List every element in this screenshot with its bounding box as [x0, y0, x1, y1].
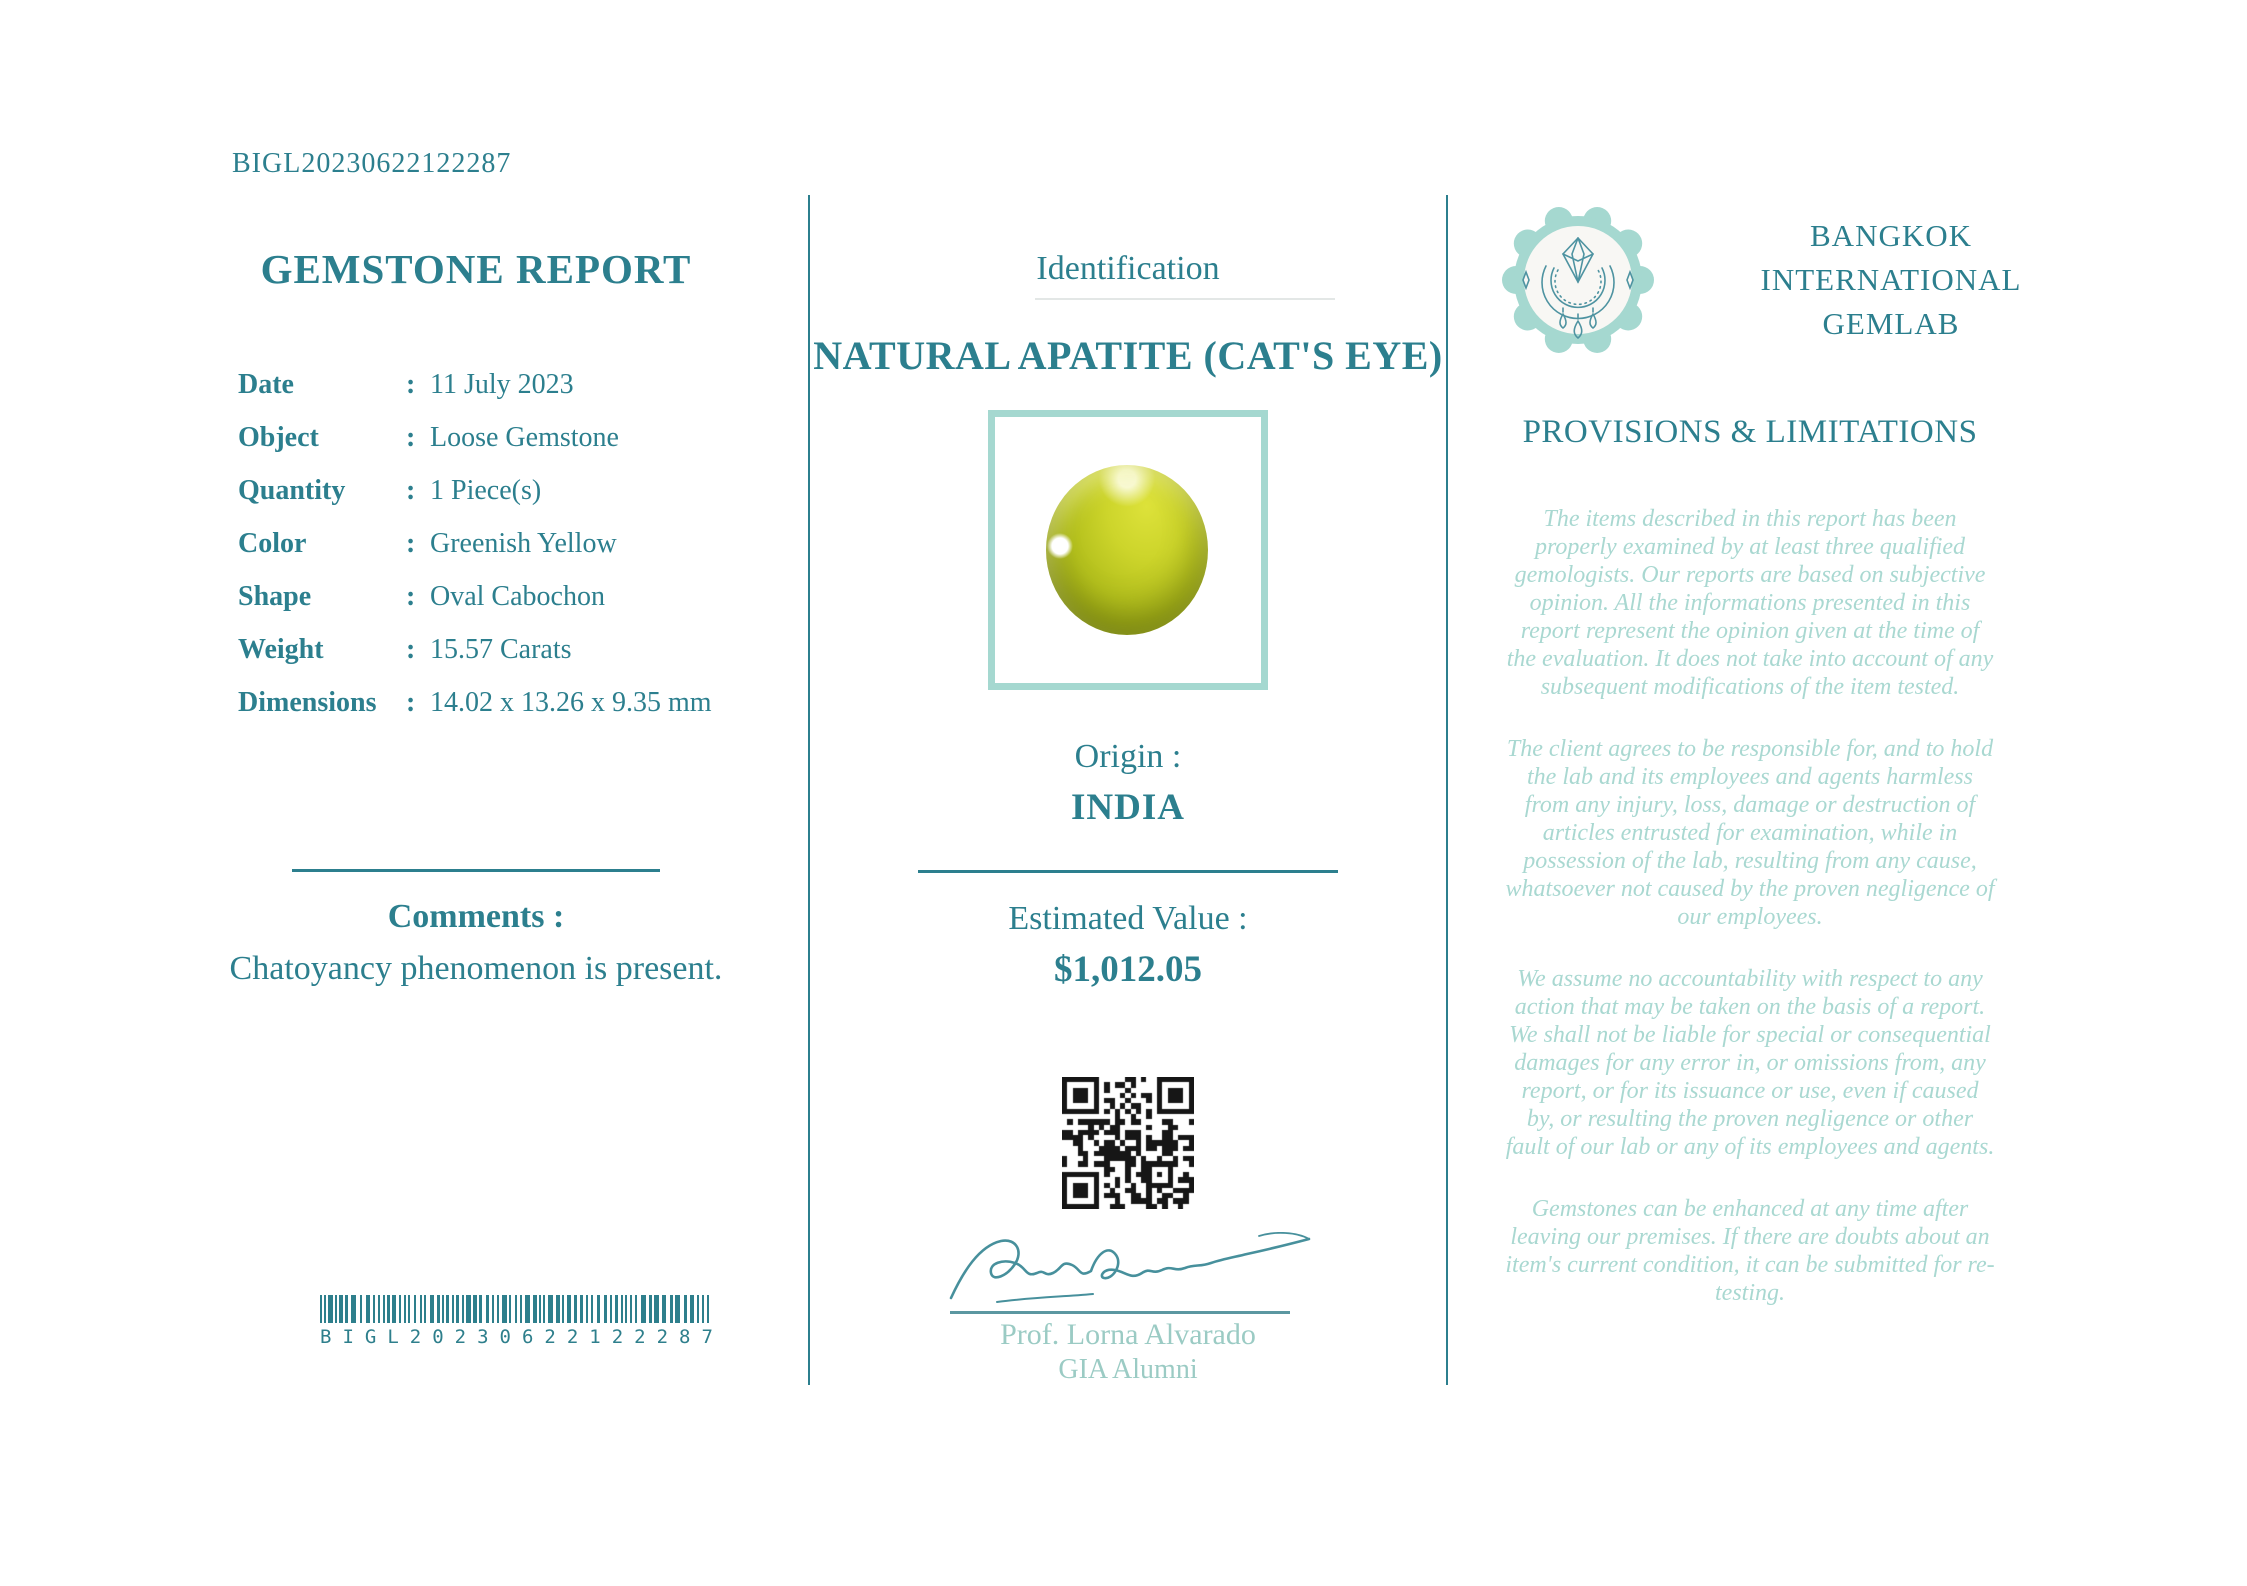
signatory-name: Prof. Lorna Alvarado: [1000, 1318, 1256, 1351]
report-title: GEMSTONE REPORT: [260, 246, 692, 292]
gemlab-seal-icon: [1500, 202, 1656, 358]
lab-name-line2: INTERNATIONAL: [1760, 262, 2022, 297]
provisions-heading: PROVISIONS & LIMITATIONS: [1522, 414, 1978, 450]
barcode: [320, 1295, 724, 1348]
estimated-value-label: Estimated Value :: [1008, 900, 1248, 937]
comments-divider: [292, 869, 660, 872]
lab-name: [1681, 214, 2101, 346]
field-colon: :: [406, 422, 416, 453]
origin-label: Origin :: [1074, 738, 1182, 775]
field-value: Greenish Yellow: [430, 528, 617, 559]
identification-underline: [1035, 298, 1335, 300]
field-colon: :: [406, 687, 416, 718]
field-label: Dimensions: [238, 687, 377, 718]
comments-text: Chatoyancy phenomenon is present.: [229, 950, 723, 987]
field-label: Color: [238, 528, 307, 559]
lab-name-line1: BANGKOK: [1810, 218, 1972, 253]
field-value: Oval Cabochon: [430, 581, 605, 612]
field-colon: :: [406, 581, 416, 612]
provision-paragraph: Gemstones can be enhanced at any time after leaving our premises. If there are doubts about an item's current condition, it can be submitted for re-testing.: [1505, 1196, 1995, 1306]
field-value: Loose Gemstone: [430, 422, 619, 453]
gem-fields-table: [238, 370, 798, 741]
field-colon: :: [406, 528, 416, 559]
report-number: BIGL20230622122287: [232, 148, 512, 179]
signature-line: [950, 1311, 1290, 1314]
identification-heading: Identification: [1036, 250, 1220, 287]
field-value: 11 July 2023: [430, 369, 574, 400]
field-row: [238, 423, 798, 452]
field-label: Weight: [238, 634, 324, 665]
origin-value: INDIA: [1071, 787, 1185, 828]
provision-paragraph: We assume no accountability with respect to any action that may be taken on the basis of a report. We shall not be liable for special or consequential damages for any error in, or omissions from, any report, or for its issuance or use, even if caused by, or resulting the proven negligence or other fault of our lab or any of its employees and agents.: [1505, 966, 1995, 1160]
gem-highlight: [1047, 533, 1073, 559]
field-colon: :: [406, 369, 416, 400]
field-label: Quantity: [238, 475, 346, 506]
field-label: Object: [238, 422, 319, 453]
field-value: 1 Piece(s): [430, 475, 542, 506]
field-colon: :: [406, 634, 416, 665]
barcode-bars-icon: [320, 1295, 712, 1323]
field-value: 14.02 x 13.26 x 9.35 mm: [430, 687, 712, 718]
field-value: 15.57 Carats: [430, 634, 572, 665]
gem-name: NATURAL APATITE (CAT'S EYE): [813, 333, 1443, 378]
field-row: [238, 370, 798, 399]
provision-paragraph: The client agrees to be responsible for, and to hold the lab and its employees and agents harmless from any injury, loss, damage or destruction of articles entrusted for examination, while in possession of the lab, resulting from any cause, whatsoever not caused by the proven negligence of our employees.: [1505, 736, 1995, 930]
comments-label: Comments :: [387, 898, 565, 935]
estimated-value: $1,012.05: [1054, 949, 1202, 990]
lab-name-line3: GEMLAB: [1822, 306, 1960, 341]
field-row: [238, 582, 798, 611]
barcode-text: BIGL20230622122287: [320, 1326, 724, 1348]
field-row: [238, 688, 798, 717]
signatory-title: GIA Alumni: [1058, 1354, 1198, 1385]
field-row: [238, 635, 798, 664]
value-divider: [918, 870, 1338, 873]
signature-icon: [945, 1232, 1315, 1317]
qr-code-icon: [1062, 1077, 1194, 1209]
field-row: [238, 476, 798, 505]
field-row: [238, 529, 798, 558]
provision-paragraph: The items described in this report has been properly examined by at least three qualified gemologists. Our reports are based on subjective opinion. All the informations presented in this report represent the opinion given at the time of the evaluation. It does not take into account of any subsequent modifications of the item tested.: [1506, 506, 1994, 700]
gem-photo-frame: [988, 410, 1268, 690]
field-colon: :: [406, 475, 416, 506]
field-label: Shape: [238, 581, 312, 612]
provisions-paragraphs: [1505, 505, 1995, 1341]
field-label: Date: [238, 369, 294, 400]
